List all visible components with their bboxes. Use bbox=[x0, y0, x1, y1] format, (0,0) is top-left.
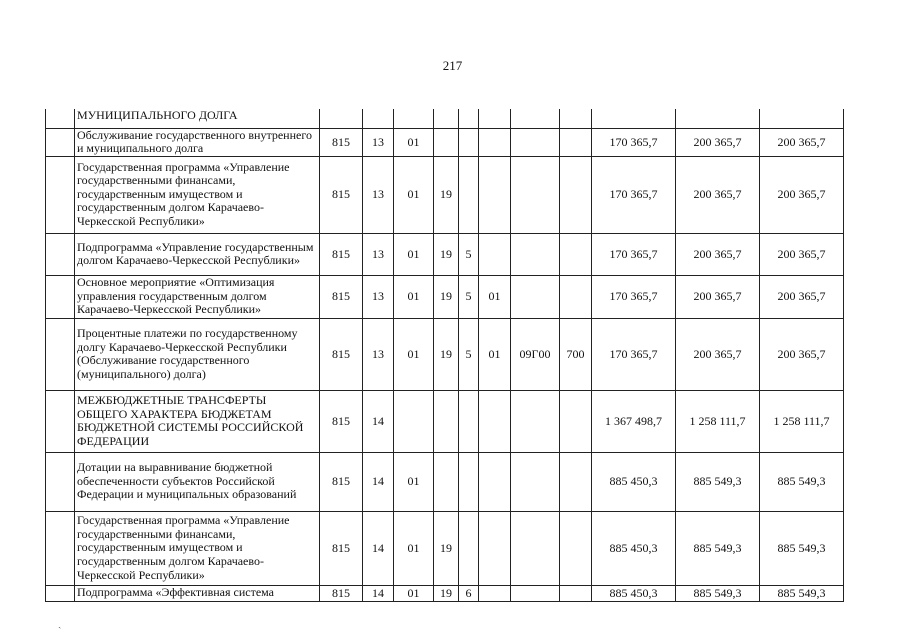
amount-cell-s1: 885 450,3 bbox=[592, 585, 676, 601]
amount-cell-s1: 885 450,3 bbox=[592, 452, 676, 511]
code-cell-c8 bbox=[560, 390, 592, 452]
amount-cell-s1: 885 450,3 bbox=[592, 511, 676, 585]
amount-cell-s1: 170 365,7 bbox=[592, 275, 676, 318]
code-cell-c3: 01 bbox=[394, 452, 434, 511]
amount-cell-s2: 885 549,3 bbox=[676, 585, 760, 601]
code-cell-c1: 815 bbox=[320, 452, 363, 511]
row-name: Основное мероприятие «Оптимизация управления государственным долгом Карачаево-Черкесской Республики» bbox=[75, 275, 320, 318]
table-row bbox=[46, 109, 844, 128]
amount-cell-s2: 200 365,7 bbox=[676, 156, 760, 233]
blank-cell bbox=[46, 109, 75, 128]
amount-cell-s1 bbox=[592, 109, 676, 128]
amount-cell-s2: 200 365,7 bbox=[676, 275, 760, 318]
blank-cell bbox=[46, 511, 75, 585]
row-name: Обслуживание государственного внутреннего и муниципального долга bbox=[75, 128, 320, 156]
code-cell-c5 bbox=[459, 390, 479, 452]
code-cell-c5 bbox=[459, 156, 479, 233]
row-name: МЕЖБЮДЖЕТНЫЕ ТРАНСФЕРТЫ ОБЩЕГО ХАРАКТЕРА БЮДЖЕТАМ БЮДЖЕТНОЙ СИСТЕМЫ РОССИЙСКОЙ ФЕДЕРАЦИИ bbox=[75, 390, 320, 452]
code-cell-c4: 19 bbox=[434, 318, 459, 390]
code-cell-c7 bbox=[511, 390, 560, 452]
code-cell-c1: 815 bbox=[320, 511, 363, 585]
code-cell-c4 bbox=[434, 109, 459, 128]
code-cell-c8 bbox=[560, 233, 592, 275]
code-cell-c6 bbox=[479, 511, 511, 585]
blank-cell bbox=[46, 156, 75, 233]
amount-cell-s3: 1 258 111,7 bbox=[760, 390, 844, 452]
code-cell-c8: 700 bbox=[560, 318, 592, 390]
amount-cell-s2: 885 549,3 bbox=[676, 452, 760, 511]
code-cell-c7 bbox=[511, 233, 560, 275]
code-cell-c3: 01 bbox=[394, 128, 434, 156]
code-cell-c7 bbox=[511, 511, 560, 585]
code-cell-c7: 09Г00 bbox=[511, 318, 560, 390]
code-cell-c6 bbox=[479, 390, 511, 452]
code-cell-c3 bbox=[394, 390, 434, 452]
table-row bbox=[46, 511, 844, 585]
code-cell-c1: 815 bbox=[320, 233, 363, 275]
table-row bbox=[46, 156, 844, 233]
code-cell-c3: 01 bbox=[394, 156, 434, 233]
code-cell-c6 bbox=[479, 585, 511, 601]
code-cell-c8 bbox=[560, 452, 592, 511]
amount-cell-s3: 885 549,3 bbox=[760, 452, 844, 511]
page-number: 217 bbox=[442, 58, 463, 73]
code-cell-c4: 19 bbox=[434, 156, 459, 233]
row-name: Государственная программа «Управление государственными финансами, государственным имуществом и государственным долгом Карачаево-Черкесской Республики» bbox=[75, 511, 320, 585]
amount-cell-s3 bbox=[760, 109, 844, 128]
row-name: Государственная программа «Управление государственными финансами, государственным имуществом и государственным долгом Карачаево-Черкесской Республики» bbox=[75, 156, 320, 233]
code-cell-c4: 19 bbox=[434, 585, 459, 601]
code-cell-c1: 815 bbox=[320, 318, 363, 390]
code-cell-c1: 815 bbox=[320, 128, 363, 156]
amount-cell-s3: 200 365,7 bbox=[760, 128, 844, 156]
amount-cell-s2: 200 365,7 bbox=[676, 233, 760, 275]
amount-cell-s1: 170 365,7 bbox=[592, 128, 676, 156]
code-cell-c7 bbox=[511, 275, 560, 318]
blank-cell bbox=[46, 233, 75, 275]
code-cell-c3 bbox=[394, 109, 434, 128]
table-row bbox=[46, 390, 844, 452]
corner-mark: ˏ bbox=[58, 618, 62, 629]
row-name: Подпрограмма «Эффективная система bbox=[75, 585, 320, 601]
code-cell-c4 bbox=[434, 128, 459, 156]
code-cell-c1: 815 bbox=[320, 585, 363, 601]
code-cell-c3: 01 bbox=[394, 585, 434, 601]
code-cell-c2: 13 bbox=[363, 318, 394, 390]
code-cell-c5 bbox=[459, 452, 479, 511]
code-cell-c5: 5 bbox=[459, 318, 479, 390]
code-cell-c3: 01 bbox=[394, 511, 434, 585]
amount-cell-s1: 170 365,7 bbox=[592, 156, 676, 233]
code-cell-c8 bbox=[560, 156, 592, 233]
code-cell-c4: 19 bbox=[434, 233, 459, 275]
code-cell-c5: 6 bbox=[459, 585, 479, 601]
code-cell-c6 bbox=[479, 156, 511, 233]
code-cell-c7 bbox=[511, 156, 560, 233]
code-cell-c2: 14 bbox=[363, 390, 394, 452]
table-row bbox=[46, 318, 844, 390]
code-cell-c5 bbox=[459, 128, 479, 156]
row-name: МУНИЦИПАЛЬНОГО ДОЛГА bbox=[75, 109, 320, 128]
code-cell-c8 bbox=[560, 511, 592, 585]
row-name: Подпрограмма «Управление государственным долгом Карачаево-Черкесской Республики» bbox=[75, 233, 320, 275]
code-cell-c6 bbox=[479, 452, 511, 511]
code-cell-c5 bbox=[459, 511, 479, 585]
code-cell-c7 bbox=[511, 585, 560, 601]
amount-cell-s3: 885 549,3 bbox=[760, 585, 844, 601]
table-row bbox=[46, 585, 844, 601]
row-name: Процентные платежи по государственному долгу Карачаево-Черкесской Республики (Обслуживание государственного (муниципального) долга) bbox=[75, 318, 320, 390]
amount-cell-s2 bbox=[676, 109, 760, 128]
code-cell-c3: 01 bbox=[394, 275, 434, 318]
code-cell-c6: 01 bbox=[479, 275, 511, 318]
table-row bbox=[46, 452, 844, 511]
code-cell-c4: 19 bbox=[434, 511, 459, 585]
code-cell-c1: 815 bbox=[320, 390, 363, 452]
code-cell-c7 bbox=[511, 128, 560, 156]
row-name: Дотации на выравнивание бюджетной обеспеченности субъектов Российской Федерации и муниципальных образований bbox=[75, 452, 320, 511]
amount-cell-s1: 170 365,7 bbox=[592, 233, 676, 275]
code-cell-c6 bbox=[479, 128, 511, 156]
table-row bbox=[46, 233, 844, 275]
code-cell-c3: 01 bbox=[394, 318, 434, 390]
blank-cell bbox=[46, 128, 75, 156]
code-cell-c4 bbox=[434, 390, 459, 452]
code-cell-c2: 14 bbox=[363, 452, 394, 511]
amount-cell-s3: 885 549,3 bbox=[760, 511, 844, 585]
code-cell-c2: 13 bbox=[363, 275, 394, 318]
code-cell-c1: 815 bbox=[320, 275, 363, 318]
blank-cell bbox=[46, 452, 75, 511]
code-cell-c1: 815 bbox=[320, 156, 363, 233]
amount-cell-s3: 200 365,7 bbox=[760, 318, 844, 390]
code-cell-c2: 13 bbox=[363, 156, 394, 233]
amount-cell-s2: 1 258 111,7 bbox=[676, 390, 760, 452]
code-cell-c8 bbox=[560, 128, 592, 156]
blank-cell bbox=[46, 318, 75, 390]
amount-cell-s2: 885 549,3 bbox=[676, 511, 760, 585]
table-row bbox=[46, 275, 844, 318]
amount-cell-s1: 170 365,7 bbox=[592, 318, 676, 390]
code-cell-c5: 5 bbox=[459, 275, 479, 318]
code-cell-c6 bbox=[479, 109, 511, 128]
amount-cell-s2: 200 365,7 bbox=[676, 318, 760, 390]
budget-table bbox=[45, 109, 844, 602]
code-cell-c8 bbox=[560, 275, 592, 318]
code-cell-c4 bbox=[434, 452, 459, 511]
amount-cell-s3: 200 365,7 bbox=[760, 156, 844, 233]
code-cell-c2: 13 bbox=[363, 128, 394, 156]
blank-cell bbox=[46, 585, 75, 601]
code-cell-c5 bbox=[459, 109, 479, 128]
code-cell-c1 bbox=[320, 109, 363, 128]
amount-cell-s2: 200 365,7 bbox=[676, 128, 760, 156]
code-cell-c5: 5 bbox=[459, 233, 479, 275]
code-cell-c6 bbox=[479, 233, 511, 275]
amount-cell-s1: 1 367 498,7 bbox=[592, 390, 676, 452]
code-cell-c3: 01 bbox=[394, 233, 434, 275]
code-cell-c7 bbox=[511, 109, 560, 128]
code-cell-c2: 13 bbox=[363, 233, 394, 275]
code-cell-c8 bbox=[560, 585, 592, 601]
code-cell-c7 bbox=[511, 452, 560, 511]
amount-cell-s3: 200 365,7 bbox=[760, 275, 844, 318]
code-cell-c8 bbox=[560, 109, 592, 128]
blank-cell bbox=[46, 390, 75, 452]
table-row bbox=[46, 128, 844, 156]
table-body bbox=[46, 109, 844, 601]
amount-cell-s3: 200 365,7 bbox=[760, 233, 844, 275]
code-cell-c4: 19 bbox=[434, 275, 459, 318]
blank-cell bbox=[46, 275, 75, 318]
code-cell-c2 bbox=[363, 109, 394, 128]
code-cell-c2: 14 bbox=[363, 511, 394, 585]
code-cell-c2: 14 bbox=[363, 585, 394, 601]
code-cell-c6: 01 bbox=[479, 318, 511, 390]
